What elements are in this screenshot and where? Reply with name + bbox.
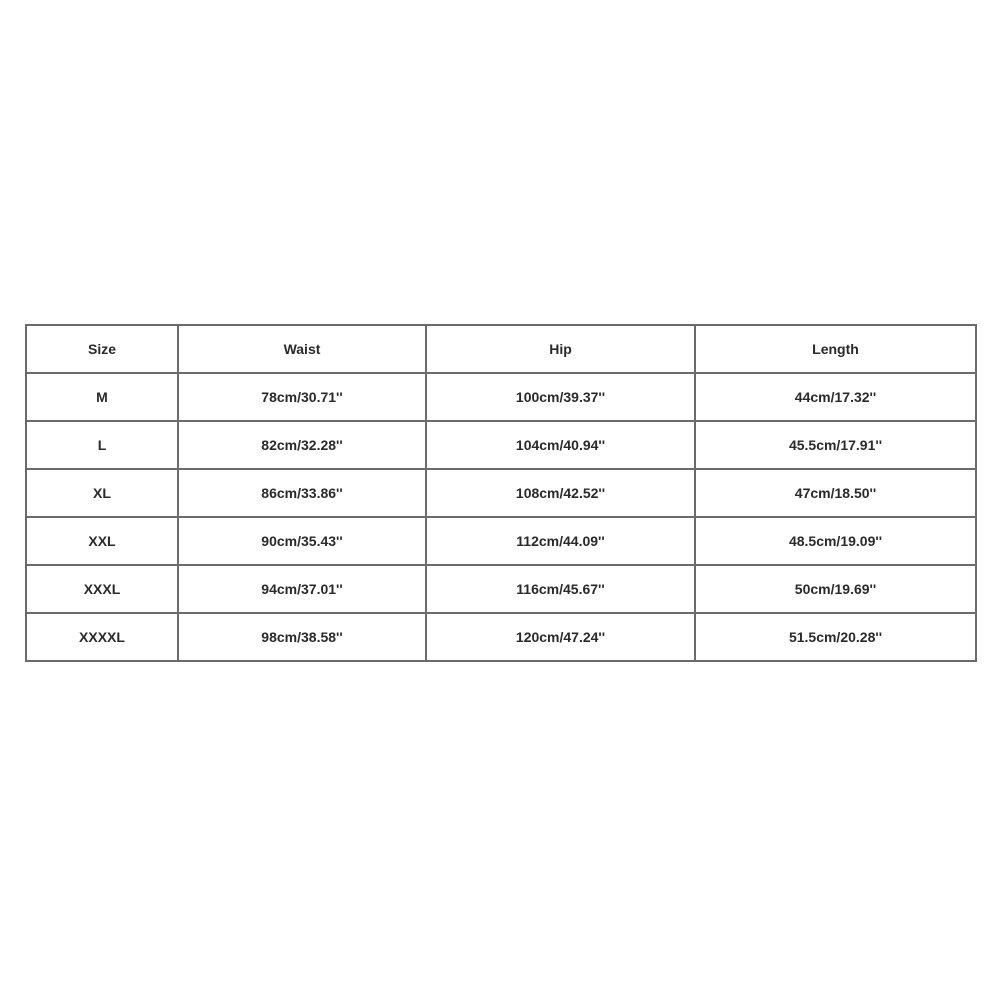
hip-cell: 112cm/44.09'' — [426, 517, 695, 565]
size-chart-table — [25, 324, 977, 662]
length-cell: 48.5cm/19.09'' — [695, 517, 976, 565]
table-header-row — [26, 325, 976, 373]
size-cell: XXL — [26, 517, 178, 565]
waist-cell: 90cm/35.43'' — [178, 517, 426, 565]
length-cell: 45.5cm/17.91'' — [695, 421, 976, 469]
header-hip: Hip — [426, 325, 695, 373]
waist-cell: 78cm/30.71'' — [178, 373, 426, 421]
hip-cell: 104cm/40.94'' — [426, 421, 695, 469]
header-length: Length — [695, 325, 976, 373]
table-row — [26, 469, 976, 517]
waist-cell: 82cm/32.28'' — [178, 421, 426, 469]
table-row — [26, 517, 976, 565]
waist-cell: 98cm/38.58'' — [178, 613, 426, 661]
waist-cell: 86cm/33.86'' — [178, 469, 426, 517]
hip-cell: 100cm/39.37'' — [426, 373, 695, 421]
length-cell: 50cm/19.69'' — [695, 565, 976, 613]
header-waist: Waist — [178, 325, 426, 373]
hip-cell: 108cm/42.52'' — [426, 469, 695, 517]
table-row — [26, 613, 976, 661]
size-cell: XL — [26, 469, 178, 517]
size-cell: XXXL — [26, 565, 178, 613]
size-cell: L — [26, 421, 178, 469]
size-cell: XXXXL — [26, 613, 178, 661]
size-cell: M — [26, 373, 178, 421]
hip-cell: 116cm/45.67'' — [426, 565, 695, 613]
length-cell: 44cm/17.32'' — [695, 373, 976, 421]
length-cell: 51.5cm/20.28'' — [695, 613, 976, 661]
length-cell: 47cm/18.50'' — [695, 469, 976, 517]
table-row — [26, 373, 976, 421]
hip-cell: 120cm/47.24'' — [426, 613, 695, 661]
waist-cell: 94cm/37.01'' — [178, 565, 426, 613]
table-row — [26, 565, 976, 613]
table-row — [26, 421, 976, 469]
header-size: Size — [26, 325, 178, 373]
